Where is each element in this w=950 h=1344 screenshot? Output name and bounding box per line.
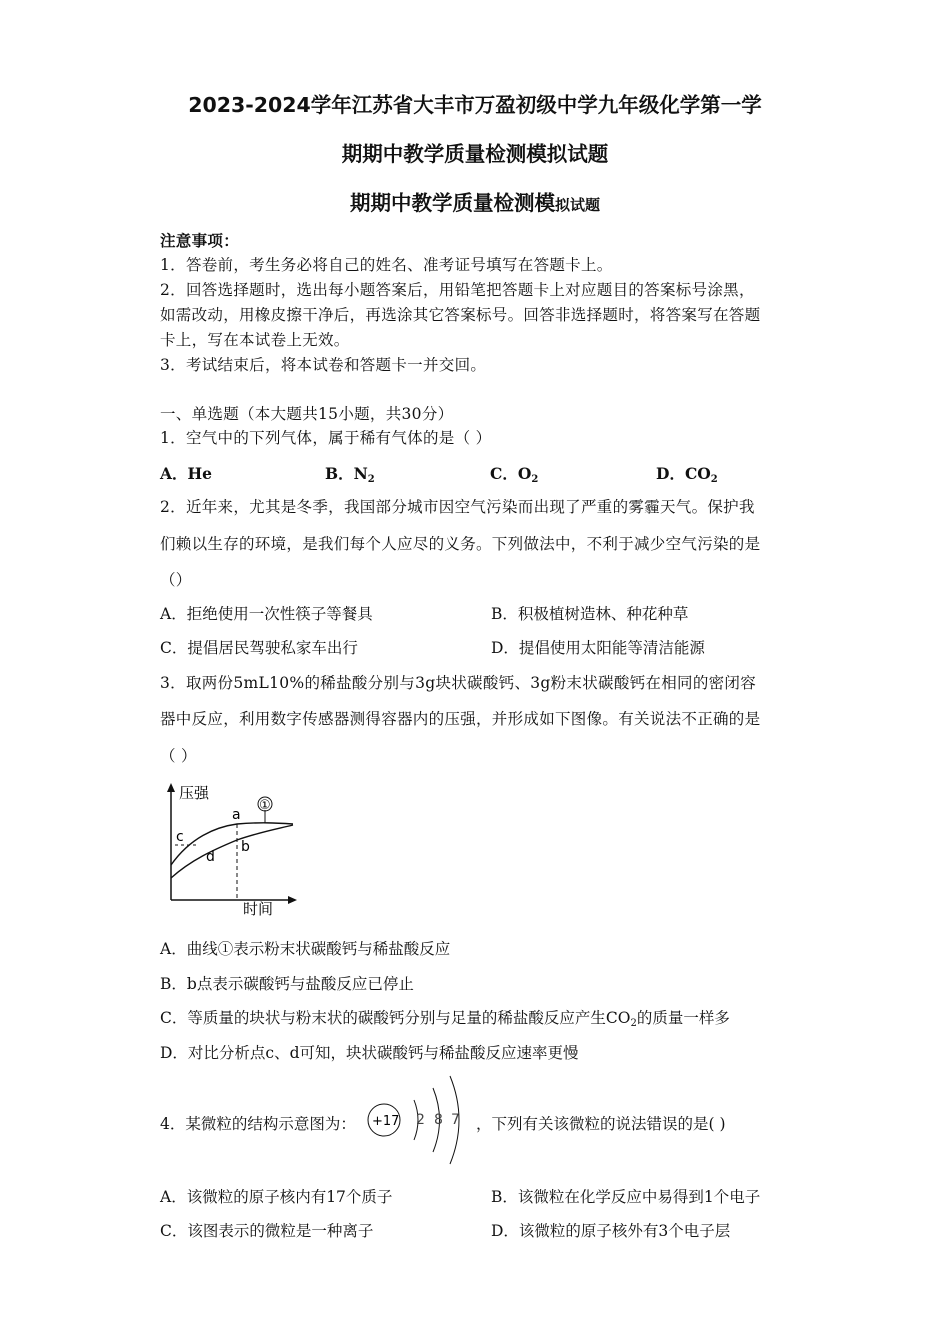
exam-title-line1: 2023-2024学年江苏省大丰市万盈初级中学九年级化学第一学 <box>188 93 762 117</box>
notice-item-2-line2: 如需改动，用橡皮擦干净后，再选涂其它答案标号。回答非选择题时，将答案写在答题 <box>160 306 761 324</box>
shell-1-electrons: 2 <box>416 1112 425 1128</box>
point-d-label: d <box>206 849 215 865</box>
q3-option-c-subscript: 2 <box>630 1018 637 1029</box>
q2-option-c: C．提倡居民驾驶私家车出行 <box>160 639 358 657</box>
q1-option-d-subscript: 2 <box>710 474 718 485</box>
q4-stem-before: 4．某微粒的结构示意图为： <box>160 1115 356 1133</box>
x-axis-arrow <box>288 896 297 904</box>
point-b-label: b <box>241 839 250 855</box>
q1-option-c <box>490 462 538 485</box>
exam-title-line2: 期期中教学质量检测模拟试题 <box>341 142 609 166</box>
curve-block <box>171 825 293 878</box>
q1-option-b-text: B．N <box>325 464 368 483</box>
q4-option-a: A．该微粒的原子核内有17个质子 <box>160 1188 393 1206</box>
q1-option-d-text: D．CO <box>656 464 711 483</box>
exam-title-line3 <box>0 186 950 216</box>
notice-heading: 注意事项： <box>160 231 240 250</box>
notice-item-2-line3: 卡上，写在本试卷上无效。 <box>160 331 350 349</box>
notice-item-3: 3．考试结束后，将本试卷和答题卡一并交回。 <box>160 356 487 374</box>
q3-stem-line1: 3．取两份5mL10%的稀盐酸分别与3g块状碳酸钙、3g粉末状碳酸钙在相同的密闭容 <box>160 674 757 692</box>
q2-option-a: A．拒绝使用一次性筷子等餐具 <box>160 605 373 623</box>
y-axis-arrow <box>167 783 175 792</box>
q4-option-b: B．该微粒在化学反应中易得到1个电子 <box>491 1188 761 1206</box>
q2-option-d: D．提倡使用太阳能等清洁能源 <box>491 639 705 657</box>
pressure-time-graph <box>155 780 305 920</box>
exam-title-line3-main: 期期中教学质量检测模 <box>349 191 555 215</box>
point-c-label: c <box>176 829 184 845</box>
notice-item-2-line1: 2．回答选择题时，选出每小题答案后，用铅笔把答题卡上对应题目的答案标号涂黑， <box>160 281 755 299</box>
shell-2-electrons: 8 <box>434 1112 443 1128</box>
q2-stem-line2: 们赖以生存的环境，是我们每个人应尽的义务。下列做法中，不利于减少空气污染的是 <box>160 535 761 553</box>
q3-option-c-text: C．等质量的块状与粉末状的碳酸钙分别与足量的稀盐酸反应产生CO <box>160 1009 631 1027</box>
q1-option-b <box>325 462 375 485</box>
curve-label: ① <box>259 798 271 813</box>
section-heading: 一、单选题（本大题共15小题，共30分） <box>160 405 454 423</box>
point-a-label: a <box>232 807 241 823</box>
q1-option-b-subscript: 2 <box>367 474 375 485</box>
q1-option-c-text: C．O <box>490 464 532 483</box>
q2-option-b: B．积极植树造林、种花种草 <box>491 605 689 623</box>
exam-title-line3-small: 拟试题 <box>554 196 600 214</box>
q1-option-d <box>656 462 718 485</box>
q4-stem-after: ，下列有关该微粒的说法错误的是( ) <box>476 1115 726 1133</box>
q1-option-c-subscript: 2 <box>531 474 539 485</box>
q3-option-d: D．对比分析点c、d可知，块状碳酸钙与稀盐酸反应速率更慢 <box>160 1044 579 1062</box>
q1-option-a: A．He <box>160 464 213 483</box>
q2-stem-line3: （） <box>160 571 192 589</box>
shell-3-electrons: 7 <box>451 1112 460 1128</box>
q3-stem-line3: （ ） <box>160 747 197 765</box>
q4-option-d: D．该微粒的原子核外有3个电子层 <box>491 1222 731 1240</box>
q3-stem-line2: 器中反应，利用数字传感器测得容器内的压强，并形成如下图像。有关说法不正确的是 <box>160 710 761 728</box>
nucleus-charge: +17 <box>372 1114 400 1129</box>
q1-stem: 1．空气中的下列气体，属于稀有气体的是（ ） <box>160 429 492 447</box>
q3-option-a: A．曲线①表示粉末状碳酸钙与稀盐酸反应 <box>160 940 451 958</box>
q3-option-b: B．b点表示碳酸钙与盐酸反应已停止 <box>160 975 414 993</box>
x-axis-label: 时间 <box>243 900 274 918</box>
q4-option-c: C．该图表示的微粒是一种离子 <box>160 1222 374 1240</box>
q2-stem-line1: 2．近年来，尤其是冬季，我国部分城市因空气污染而出现了严重的雾霾天气。保护我 <box>160 498 755 516</box>
y-axis-label: 压强 <box>179 784 210 802</box>
atom-structure-diagram <box>364 1070 474 1170</box>
q3-option-c <box>160 1006 730 1029</box>
notice-item-1: 1．答卷前，考生务必将自己的姓名、准考证号填写在答题卡上。 <box>160 256 613 274</box>
q3-option-c-tail: 的质量一样多 <box>636 1009 730 1027</box>
